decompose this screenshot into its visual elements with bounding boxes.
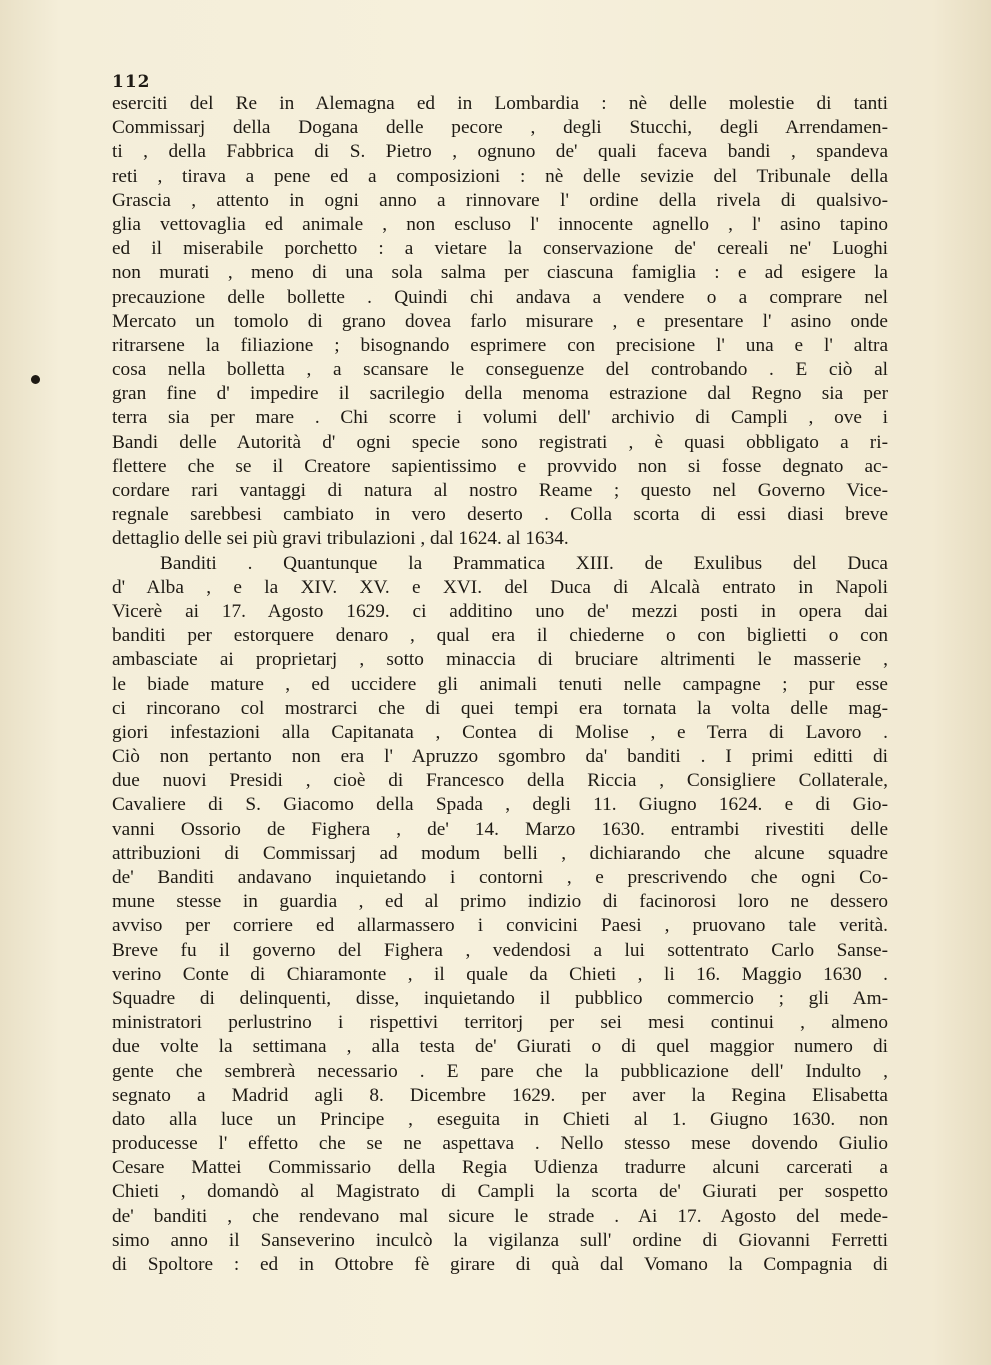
text-line: Ciò non pertanto non era l' Apruzzo sgombro da' banditi . I primi editti di (112, 746, 888, 768)
text-line: Chieti , domandò al Magistrato di Campli la scorta de' Giurati per sospetto (112, 1181, 888, 1203)
text-line: Bandi delle Autorità d' ogni specie sono registrati , è quasi obbligato a ri- (112, 431, 888, 453)
text-line: di Spoltore : ed in Ottobre fè girare di quà dal Vomano la Compagnia di (112, 1254, 888, 1275)
text-line: ed il miserabile porchetto : a vietare la conservazione de' cereali ne' Luoghi (112, 238, 888, 260)
text-line: ci rincorano col mostrarci che di quei tempi era tornata la volta delle mag- (112, 697, 888, 719)
text-line: ambasciate ai proprietarj , sotto minaccia di bruciare altrimenti le masserie , (112, 649, 888, 671)
text-line: due volte la settimana , alla testa de' Giurati o di quel maggior numero di (112, 1036, 888, 1058)
text-line: ti , della Fabbrica di S. Pietro , ognuno de' quali faceva bandi , spandeva (112, 141, 888, 163)
text-line: eserciti del Re in Alemagna ed in Lombardia : nè delle molestie di tanti (112, 93, 888, 114)
text-line: Cavaliere di S. Giacomo della Spada , degli 11. Giugno 1624. e di Gio- (112, 794, 888, 816)
text-line: Squadre di delinquenti, disse, inquietando il pubblico commercio ; gli Am- (112, 987, 888, 1009)
text-line: Banditi . Quantunque la Prammatica XIII. de Exulibus del Duca (160, 552, 888, 574)
text-line: cordare rari vantaggi di natura al nostro Reame ; questo nel Governo Vice- (112, 480, 888, 501)
text-line: due nuovi Presidi , cioè di Francesco della Riccia , Consigliere Collaterale, (112, 770, 888, 792)
text-line: de' Banditi andavano inquietando i contorni , e prescrivendo che ogni Co- (112, 867, 888, 888)
text-line: dato alla luce un Principe , eseguita in Chieti al 1. Giugno 1630. non (112, 1108, 888, 1130)
text-line: avviso per corriere ed allarmassero i convicini Paesi , pruovano tale verità. (112, 915, 888, 937)
text-line: attribuzioni di Commissarj ad modum belli , dichiarando che alcune squadre (112, 842, 888, 864)
text-line: terra sia per mare . Chi scorre i volumi dell' archivio di Campli , ove i (112, 407, 888, 429)
text-line: regnale sarebbesi cambiato in vero deserto . Colla scorta di essi diasi breve (112, 504, 888, 526)
text-line: verino Conte di Chiaramonte , il quale da Chieti , li 16. Maggio 1630 . (112, 963, 888, 985)
text-line: Breve fu il governo del Fighera , vedendosi a lui sottentrato Carlo Sanse- (112, 939, 888, 961)
text-line: banditi per estorquere denaro , qual era il chiederne o con biglietti o con (112, 625, 888, 647)
text-line: reti , tirava a pene ed a composizioni : nè delle sevizie del Tribunale della (112, 165, 888, 187)
text-line: d' Alba , e la XIV. XV. e XVI. del Duca di Alcalà entrato in Napoli (112, 576, 888, 598)
text-line: giori infestazioni alla Capitanata , Contea di Molise , e Terra di Lavoro . (112, 721, 888, 743)
text-line: cosa nella bolletta , a scansare le conseguenze del controbando . E ciò al (112, 359, 888, 381)
text-line: le biade mature , ed uccidere gli animali tenuti nelle campagne ; pur esse (112, 673, 888, 695)
page-number: 112 (112, 72, 151, 92)
text-line: non murati , meno di una sola salma per ciascuna famiglia : e ad esigere la (112, 262, 888, 284)
text-line: vanni Ossorio de Fighera , de' 14. Marzo 1630. entrambi rivestiti delle (112, 818, 888, 840)
text-line: gente che sembrerà necessario . E pare che la pubblicazione dell' Indulto , (112, 1060, 888, 1082)
text-line: Mercato un tomolo di grano dovea farlo misurare , e presentare l' asino onde (112, 310, 888, 332)
text-line: Cesare Mattei Commissario della Regia Udienza tradurre alcuni carcerati a (112, 1157, 888, 1179)
text-line: mune stesse in guardia , ed al primo indizio di facinorosi loro ne dessero (112, 891, 888, 913)
text-line: precauzione delle bollette . Quindi chi andava a vendere o a comprare nel (112, 286, 888, 308)
text-line: Grascia , attento in ogni anno a rinnovare l' ordine della rivela di qualsivo- (112, 189, 888, 211)
text-line: ministratori perlustrino i rispettivi territorj per sei mesi continui , almeno (112, 1012, 888, 1034)
text-line: Commissarj della Dogana delle pecore , degli Stucchi, degli Arrendamen- (112, 117, 888, 139)
text-line: flettere che se il Creatore sapientissimo e provvido non si fosse degnato ac- (112, 455, 888, 477)
margin-ink-mark (31, 375, 40, 384)
text-line: producesse l' effetto che se ne aspettava . Nello stesso mese dovendo Giulio (112, 1133, 888, 1155)
text-line: Vicerè ai 17. Agosto 1629. ci additino uno de' mezzi posti in opera dai (112, 600, 888, 622)
text-line: segnato a Madrid agli 8. Dicembre 1629. per aver la Regina Elisabetta (112, 1084, 888, 1106)
text-line: ritrarsene la filiazione ; bisognando esprimere con precisione l' una e l' altra (112, 334, 888, 356)
text-line: dettaglio delle sei più gravi tribulazioni , dal 1624. al 1634. (112, 528, 569, 550)
text-line: gran fine d' impedire il sacrilegio della menoma estrazione dal Regno sia per (112, 383, 888, 405)
text-line: glia vettovaglia ed animale , non escluso l' innocente agnello , l' asino tapino (112, 213, 888, 235)
body-text (112, 92, 888, 1277)
text-line: simo anno il Sanseverino inculcò la vigilanza sull' ordine di Giovanni Ferretti (112, 1229, 888, 1251)
text-line: de' banditi , che rendevano mal sicure le strade . Ai 17. Agosto del mede- (112, 1205, 888, 1227)
